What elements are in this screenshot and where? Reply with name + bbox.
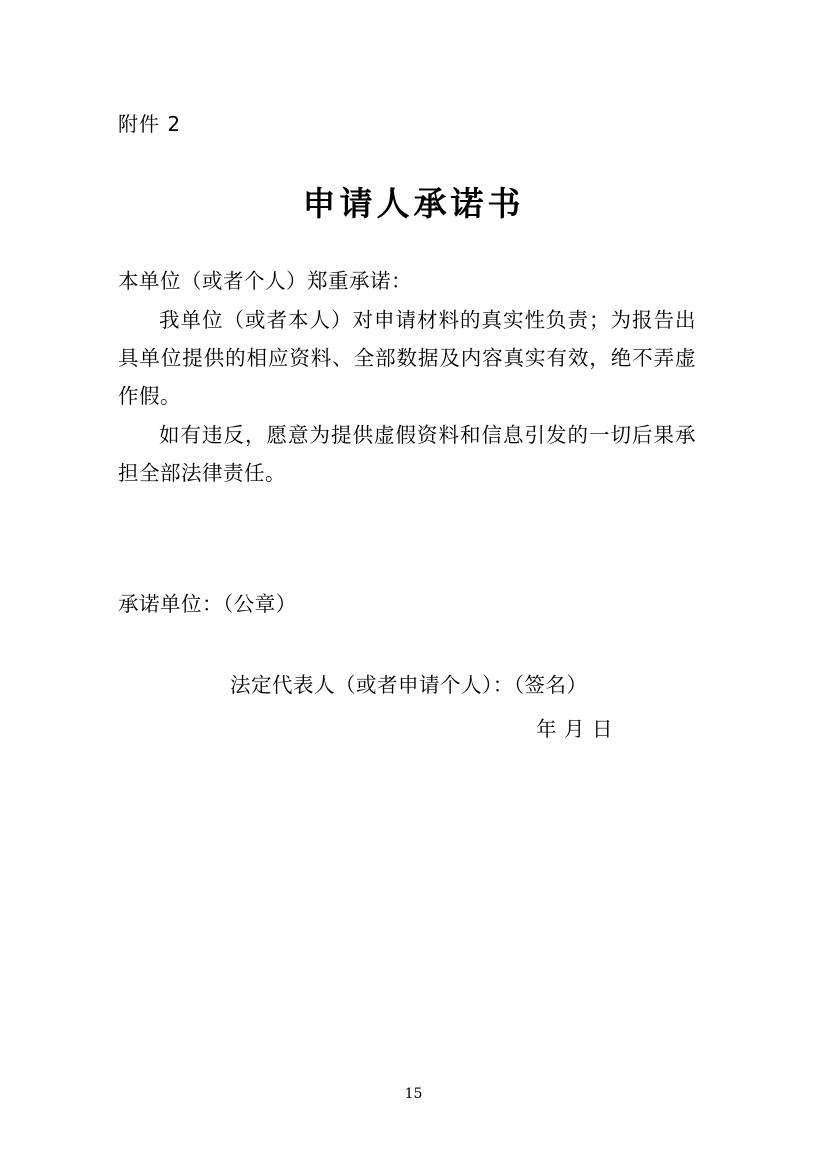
attachment-label: 附件 2: [118, 112, 182, 136]
page-title: 申请人承诺书: [302, 184, 525, 223]
signature-date-line: 年 月 日: [536, 717, 614, 741]
signature-block: [118, 585, 718, 623]
paragraph-commitment-two: 如有违反，愿意为提供虚假资料和信息引发的一切后果承担全部法律责任。: [118, 423, 696, 485]
signature-representative-line: 法定代表人（或者申请个人）：（签名）: [230, 673, 588, 697]
paragraph-commitment-one: 我单位（或者本人）对申请材料的真实性负责；为报告出具单位提供的相应资料、全部数据及内容真实有效，绝不弄虚作假。: [118, 308, 696, 408]
signature-unit-line: 承诺单位：（公章）: [118, 592, 297, 616]
document-body: [118, 262, 696, 493]
paragraph-opening: 本单位（或者个人）郑重承诺：: [118, 269, 412, 293]
page-number: 15: [404, 1086, 423, 1102]
